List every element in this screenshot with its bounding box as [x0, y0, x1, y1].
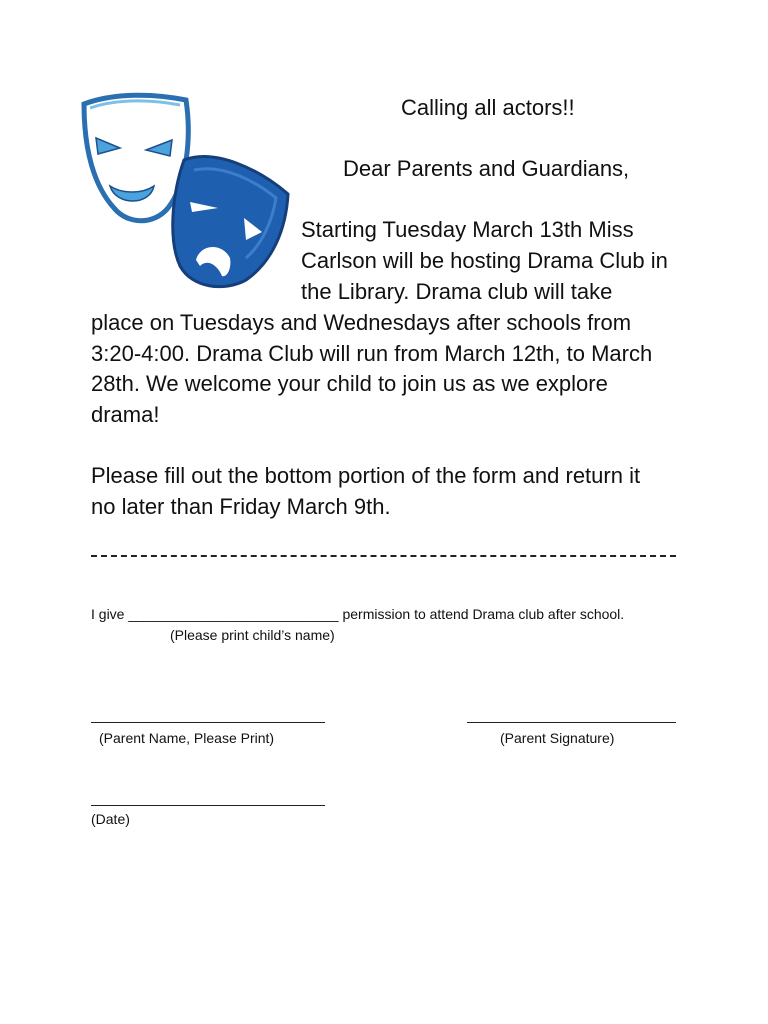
- cut-line: [91, 555, 676, 557]
- permission-line: [91, 605, 624, 623]
- body-line: 28th. We welcome your child to join us as we explore: [91, 371, 608, 396]
- body-line: place on Tuesdays and Wednesdays after schools from: [91, 310, 632, 335]
- date-label: (Date): [91, 811, 130, 827]
- body-line: Starting Tuesday March 13th Miss: [301, 217, 634, 242]
- headline: Calling all actors!!: [401, 95, 575, 120]
- comedy-mask-icon: [84, 95, 188, 221]
- body-line: 3:20-4:00. Drama Club will run from March 12th, to March: [91, 341, 653, 366]
- body-line: Carlson will be hosting Drama Club in: [301, 248, 668, 273]
- tragedy-mask-icon: [173, 157, 288, 287]
- parent-name-label: (Parent Name, Please Print): [99, 730, 275, 746]
- salutation: Dear Parents and Guardians,: [343, 156, 630, 181]
- parent-signature-label: (Parent Signature): [500, 730, 615, 746]
- body-line: the Library. Drama club will take: [301, 279, 613, 304]
- permission-prefix: I give: [91, 606, 125, 622]
- child-name-hint: (Please print child’s name): [170, 627, 335, 643]
- instruction-line: Please fill out the bottom portion of the form and return it: [91, 463, 641, 488]
- date-field[interactable]: [91, 805, 325, 806]
- instruction-line: no later than Friday March 9th.: [91, 494, 391, 519]
- comedy-tragedy-masks-icon: [76, 90, 294, 290]
- parent-name-field[interactable]: [91, 722, 325, 723]
- permission-suffix: permission to attend Drama club after school.: [342, 606, 625, 622]
- parent-signature-field[interactable]: [467, 722, 676, 723]
- child-name-field[interactable]: ___________________________: [128, 606, 339, 622]
- body-line: drama!: [91, 402, 160, 427]
